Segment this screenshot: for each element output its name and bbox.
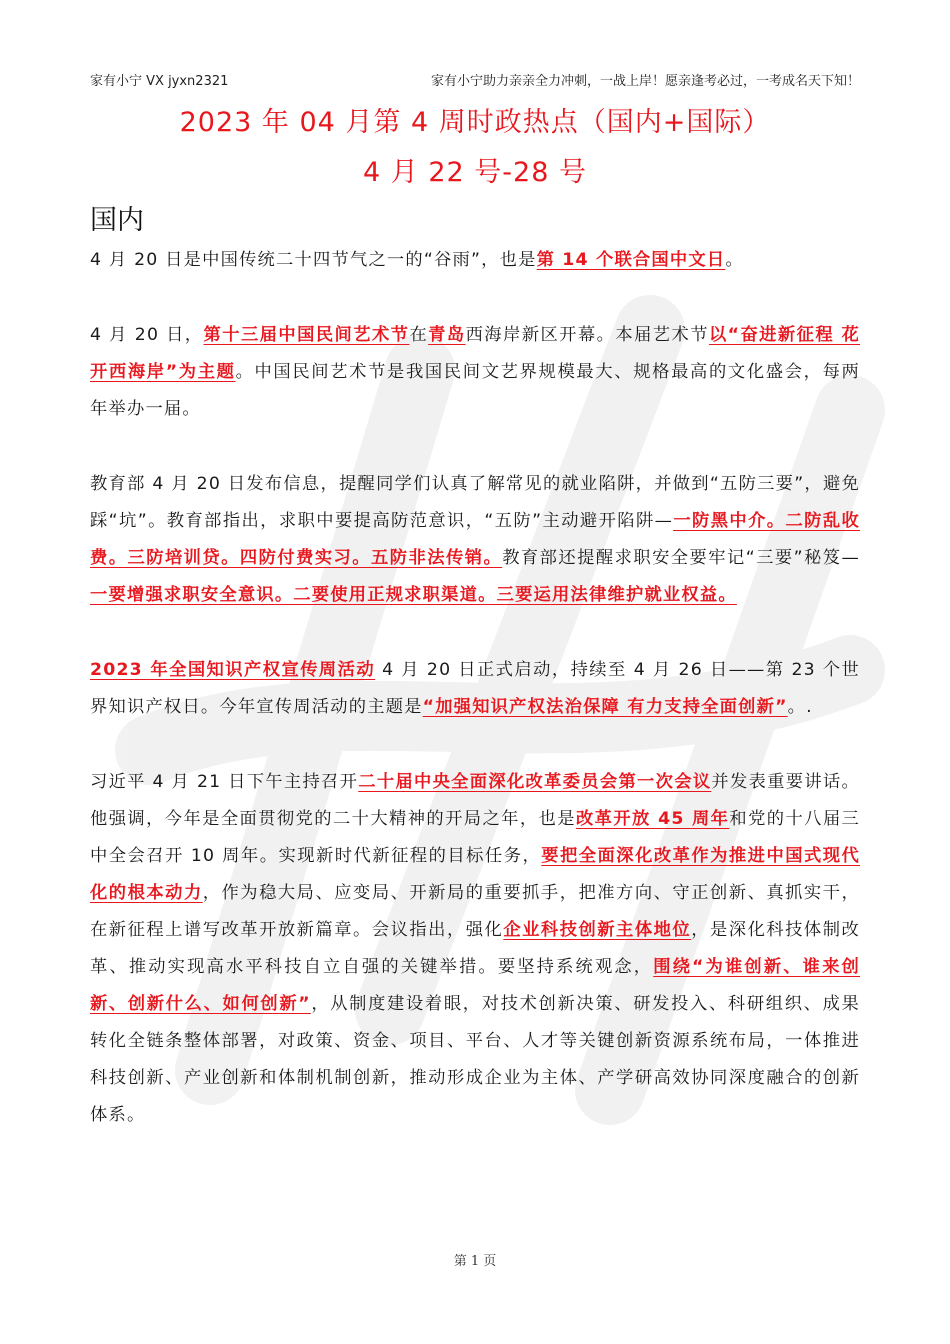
- body-text: 4 月 20 日，: [90, 325, 204, 345]
- paragraph: [90, 652, 860, 726]
- body-text: 教育部 4 月 20 日发布信息，提醒同学们认真了解常见的就业陷阱，并做到“五防三要”，避免踩“坑”。教育部指出，求职中要提高防范意识，“五防”主动避开陷阱—: [90, 474, 860, 531]
- highlight-text: 2023 年全国知识产权宣传周活动: [90, 660, 376, 680]
- highlight-text: 企业科技创新主体地位: [503, 920, 692, 940]
- body-text: 教育部还提醒求职安全要牢记“三要”秘笈—: [502, 548, 860, 568]
- highlight-text: 要把全面深化改革作为推进中国式现代化的根本动力: [90, 846, 860, 903]
- highlight-text: 二十届中央全面深化改革委员会第一次会议: [358, 772, 712, 792]
- body-text: 西海岸新区开幕。本届艺术节: [465, 325, 709, 345]
- body-text: ，是深化科技体制改革、推动实现高水平科技自立自强的关键举措。要坚持系统观念，: [90, 920, 860, 977]
- highlight-text: 围绕“为谁创新、谁来创新、创新什么、如何创新”: [90, 957, 860, 1014]
- paragraph: [90, 317, 860, 428]
- body-text: 。.: [787, 697, 813, 717]
- highlight-text: 青岛: [428, 325, 466, 345]
- highlight-text: 第 14 个联合国中文日: [536, 250, 726, 270]
- highlight-text: 以“奋进新征程 花开西海岸”为主题: [90, 325, 860, 382]
- article-body: [90, 242, 860, 1172]
- page-header: [90, 70, 860, 90]
- highlight-text: “加强知识产权法治保障 有力支持全面创新”: [422, 697, 788, 717]
- body-text: ，从制度建设着眼，对技术创新决策、研发投入、科研组织、成果转化全链条整体部署，对政策、资金、项目、平台、人才等关键创新资源系统布局，一体推进科技创新、产业创新和体制机制创新，推动形成企业为主体、产学研高效协同深度融合的创新体系。: [90, 994, 860, 1125]
- body-text: 并发表重要讲话。他强调，今年是全面贯彻党的二十大精神的开局之年，也是: [90, 772, 860, 829]
- doc-subtitle-dates: 4 月 22 号-28 号: [363, 157, 587, 188]
- paragraph: [90, 242, 860, 279]
- body-text: 在: [409, 325, 429, 345]
- header-right-text: 家有小宁助力亲亲全力冲刺，一战上岸！愿亲逢考必过，一考成名天下知！: [430, 74, 860, 89]
- body-text: 习近平 4 月 21 日下午主持召开: [90, 772, 359, 792]
- body-text: 4 月 20 日是中国传统二十四节气之一的“谷雨”，也是: [90, 250, 537, 270]
- body-text: 。中国民间艺术节是我国民间文艺界规模最大、规格最高的文化盛会，每两年举办一届。: [90, 362, 860, 419]
- section-heading-domestic: 国内: [90, 205, 144, 236]
- header-left-text: 家有小宁 VX jyxn2321: [90, 74, 229, 89]
- doc-title: 2023 年 04 月第 4 周时政热点（国内+国际）: [179, 107, 771, 138]
- body-text: ，作为稳大局、应变局、开新局的重要抓手，把准方向、守正创新、真抓实干，在新征程上谱写改革开放新篇章。会议指出，强化: [90, 883, 860, 940]
- paragraph: [90, 764, 860, 1134]
- paragraph: [90, 466, 860, 614]
- highlight-text: 一要增强求职安全意识。二要使用正规求职渠道。三要运用法律维护就业权益。: [90, 585, 737, 605]
- highlight-text: 第十三届中国民间艺术节: [203, 325, 410, 345]
- body-text: 4 月 20 日正式启动，持续至 4 月 26 日——第 23 个世界知识产权日。今年宣传周活动的主题是: [90, 660, 860, 717]
- highlight-text: 改革开放 45 周年: [575, 809, 730, 829]
- highlight-text: 一防黑中介。二防乱收费。三防培训贷。四防付费实习。五防非法传销。: [90, 511, 860, 568]
- page-number: 第 1 页: [453, 1254, 497, 1269]
- body-text: 和党的十八届三中全会召开 10 周年。实现新时代新征程的目标任务，: [90, 809, 860, 866]
- body-text: 。: [725, 250, 744, 270]
